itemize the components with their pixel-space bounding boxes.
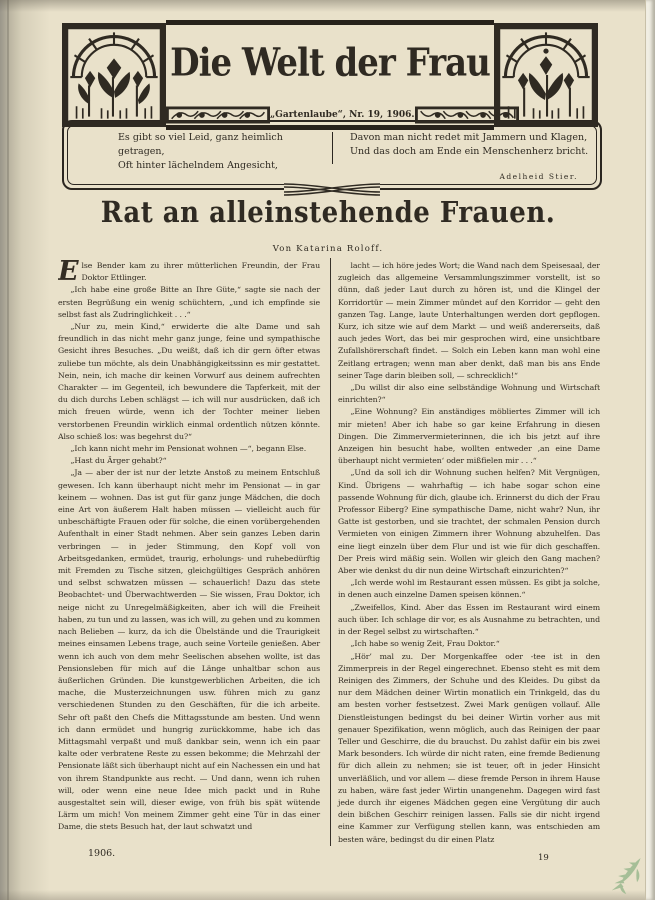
paragraph: „Hast du Ärger gehabt?“ — [70, 456, 167, 466]
verse-line: Davon man nicht redet mit Jammern und Klagen, — [350, 132, 588, 143]
spine-crease — [7, 0, 9, 900]
paragraph: „Ich werde wohl im Restaurant essen müssen. Es gibt ja solche, in denen auch einzelne Damen speisen können.“ — [338, 578, 600, 600]
verse-line: Oft hinter lächelndem Angesicht, — [118, 160, 278, 171]
page-right-edge — [645, 0, 655, 900]
verse-line: Es gibt so viel Leid, ganz heimlich getragen, — [118, 132, 283, 157]
floral-corner-ornament-right — [494, 20, 598, 130]
footer-year: 1906. — [88, 848, 116, 859]
paragraph: „Und da soll ich dir Wohnung suchen helfen? Mit Vergnügen, Kind. Übrigens — wahrhaftig — ich habe sogar schon eine passende Wohnung für dich, glaube ich. Erinnerst du dich der Frau Professor Eiberg? Eine sympathische Dame, nicht wahr? Nun, ihr Gatte ist gestorben, und sie trachtet, der schmalen Pension durch Vermieten von einigen Zimmern ihrer Wohnung abzuhelfen. Das eine liegt einzeln über dem Flur und ist wie für dich geschaffen. Der Preis wird mäßig sein. Wollen wir gleich den Gang machen? Aber wie denkst du dir nun deine Wirtschaft einzurichten?“ — [338, 468, 600, 576]
masthead-center — [166, 20, 494, 130]
issue-line: „Gartenlaube“, Nr. 19, 1906. — [270, 110, 415, 120]
epigraph-right-verse — [332, 131, 600, 173]
epigraph-attribution: Adelheid Stier. — [499, 172, 578, 181]
column-divider-rule — [330, 258, 331, 846]
epigraph-left-verse — [64, 131, 332, 173]
paragraph: „Nur zu, mein Kind,“ erwiderte die alte Dame und sah freundlich in das nicht mehr ganz junge, feine und sympathische Gesicht ihres Besuches. „Du weißt, daß ich dir gern öfter etwas zuliebe tun möchte, als dein Unabhängigkeitssinn es mir gestattet. Nein, nein, ich mache dir keinen Vorwurf aus deinem aufrechten Charakter — im Gegenteil, ich bewundere die Tapferkeit, mit der du dich durchs Leben schlägst — ich will nur ausdrücken, daß ich mich freuen würde, wenn ich der Tochter meiner lieben verstorbenen Freundin wirklich einmal ordentlich nützen könnte. Also schieß los: was begehrst du?“ — [58, 322, 320, 441]
epigraph-divider — [332, 132, 333, 164]
article-byline: Von Katarina Roloff. — [272, 244, 384, 254]
article-title: Rat an alleinstehende Frauen. — [100, 196, 556, 230]
paragraph: „Ich habe eine große Bitte an Ihre Güte,“ sagte sie nach der ersten Begrüßung ein wenig schüchtern, „und ich empfinde sie selbst fast als Zudringlichkeit . . .“ — [58, 285, 320, 319]
magazine-title: Die Welt der Frau — [170, 40, 490, 86]
epigraph-box — [62, 120, 602, 190]
paragraph: „Ja — aber der ist nur der letzte Anstoß zu meinem Entschluß gewesen. Ich kann überhaupt nicht mehr im Pensionat — in gar keinem — wohnen. Das ist gut für ganz junge Mädchen, die doch eine Art von äußerem Halt haben müssen — vielleicht auch für unbeschäftigte Frauen oder für solche, die einen vorübergehenden Aufenthalt in einer Stadt nehmen. Aber sein ganzes Leben darin verbringen — in jeder Stimmung, den Kopf voll von Arbeitsgedanken, ermüdet, traurig, erholungs- und ruhebedürftig mit Fremden zu Tische sitzen, gleichgültiges Gespräch anhören und selbst schwatzen müssen — schauerlich! Dazu das stete Beobachtet- und Überwachtwerden — Sie wissen, Frau Doktor, ich neige nicht zu Unregelmäßigkeiten, aber ich will die Freiheit haben, zu tun und zu lassen, was ich will, zu gehen und zu kommen nach Belieben — kurz, da ich die Übelstände und die Traurigkeit meines einsamen Lebens trage, auch seine Vorteile genießen. Aber wenn ich auch von dem mehr Seelischen absehen wollte, ist das Pensionsleben für mich auf die Länge unhaltbar schon aus äußerlichen Gründen. Die kunstgewerblichen Arbeiten, die ich mache, die Musterzeichnungen usw. führen mich zu ganz verschiedenen Stunden zu den Geschäften, für die ich arbeite. Sehr oft paßt den Chefs die Mittagsstunde am besten. Und wenn ich dann ermüdet und hungrig zurückkomme, habe ich das Mittagsmahl verpaßt und muß dankbar sein, wenn ich ein paar kalte oder verbratene Reste zu essen bekomme; die Mehrzahl der Pensionate läßt sich überhaupt nicht auf ein Nachessen ein und hat von ihrem Standpunkte aus recht. — Und dann, wenn ich ruhen will, oder wenn eine neue Idee mich packt und in Ruhe ausgestaltet sein will, dieser ewige, von früh bis spät wütende Lärm um mich! Von meinem Zimmer geht eine Tür in das einer Dame, die stets Besuch hat, der laut schwatzt und — [58, 468, 320, 832]
paragraph: „Ich habe so wenig Zeit, Frau Doktor.“ — [350, 639, 500, 649]
paragraph: „Hör’ mal zu. Der Morgenkaffee oder -tee ist in den Zimmerpreis in der Regel eingerechnet. Ebenso steht es mit dem Reinigen des Zimmers, der Schuhe und des Kleides. Du gibst da nur dem Mädchen deiner Wirtin monatlich ein Trinkgeld, das du am besten vorher festsetzest. Zwei Mark genügen vollauf. Alle Dienstleistungen bedingst du bei deiner Wirtin vorher aus mit genauer Spezifikation, wenn möglich, auch das Reinigen der paar Teller und Geschirre, die du brauchst. Du zahlst dafür ein bis zwei Mark besonders. Ich würde dir nicht raten, eine fremde Bedienung für dich allein zu nehmen; sie ist teuer, oft in jeder Hinsicht unverläßlich, und vor allem — diese fremde Person in ihrem Hause zu haben, wäre fast jeder Wirtin unangenehm. Dagegen wird fast jede durch ihr eigenes Mädchen gegen eine Vergütung dir auch dein bißchen Geschirr reinigen lassen. Falls sie dir nicht irgend eine Kammer zur Verfügung stellen kann, was entschieden am besten wäre, bedingst du dir einen Platz — [338, 651, 600, 844]
column-right — [338, 260, 600, 848]
paragraph: „Ich kann nicht mehr im Pensionat wohnen —“, begann Else. — [70, 444, 307, 454]
opening-text: lse Bender kam zu ihrer mütterlichen Freundin, der Frau Doktor Ettlinger. — [81, 261, 320, 283]
article-columns — [58, 260, 600, 848]
verse-line: Und das doch am Ende ein Menschenherz bricht. — [350, 146, 589, 157]
floral-corner-ornament-left — [62, 20, 166, 130]
column-right-paragraphs — [338, 260, 600, 846]
paragraph: „Du willst dir also eine selbständige Wohnung und Wirtschaft einrichten?“ — [338, 383, 600, 405]
top-edge-shadow — [0, 0, 655, 12]
footer-page-number: 19 — [538, 853, 549, 863]
paragraph: „Zweifellos, Kind. Aber das Essen im Restaurant wird einem auch über. Ich schlage dir vor, es als Ausnahme zu betrachten, und in der Regel selbst zu wirtschaften.“ — [338, 602, 600, 637]
dropcap-letter: E — [58, 260, 79, 287]
masthead — [62, 20, 598, 130]
knot-ornament-icon — [284, 179, 380, 197]
opening-paragraph — [58, 260, 320, 287]
floral-band-ornament-left — [166, 105, 270, 125]
leaf-stamp-icon — [610, 856, 646, 896]
paragraph: lacht — ich höre jedes Wort; die Wand nach dem Speisesaal, der zugleich das allgemeine Versammlungszimmer vorstellt, ist so dünn, daß jeder Laut durch zu hören ist, und die Klingel der Korridortür — mein Zimmer mündet auf den Korridor — geht den ganzen Tag. Lange, laute Unterhaltungen werden dort gepflogen. Kurz, ich sitze wie auf dem Markt — und weiß andererseits, daß auch jedes Wort, das bei mir gesprochen wird, eine unsichtbare Zufallshörerschaft findet. — Solch ein Leben kann man wohl eine Zeitlang ertragen; wenn man aber denkt, daß man bis ans Ende seiner Tage darin bleiben soll, — schrecklich!“ — [338, 261, 600, 380]
paragraph: „Eine Wohnung? Ein anständiges möbliertes Zimmer will ich mir mieten! Aber ich habe so gar keine Erfahrung in diesen Dingen. Die Zimmervermieterinnen, die ich bis jetzt auf ihre Anzeigen hin besucht habe, wollten entweder ‚an eine Dame überhaupt nicht vermieten‘ oder mißfielen mir . . .“ — [338, 407, 600, 466]
bottom-edge-shadow — [0, 890, 655, 900]
column-left — [58, 260, 320, 848]
column-left-paragraphs — [58, 284, 320, 833]
